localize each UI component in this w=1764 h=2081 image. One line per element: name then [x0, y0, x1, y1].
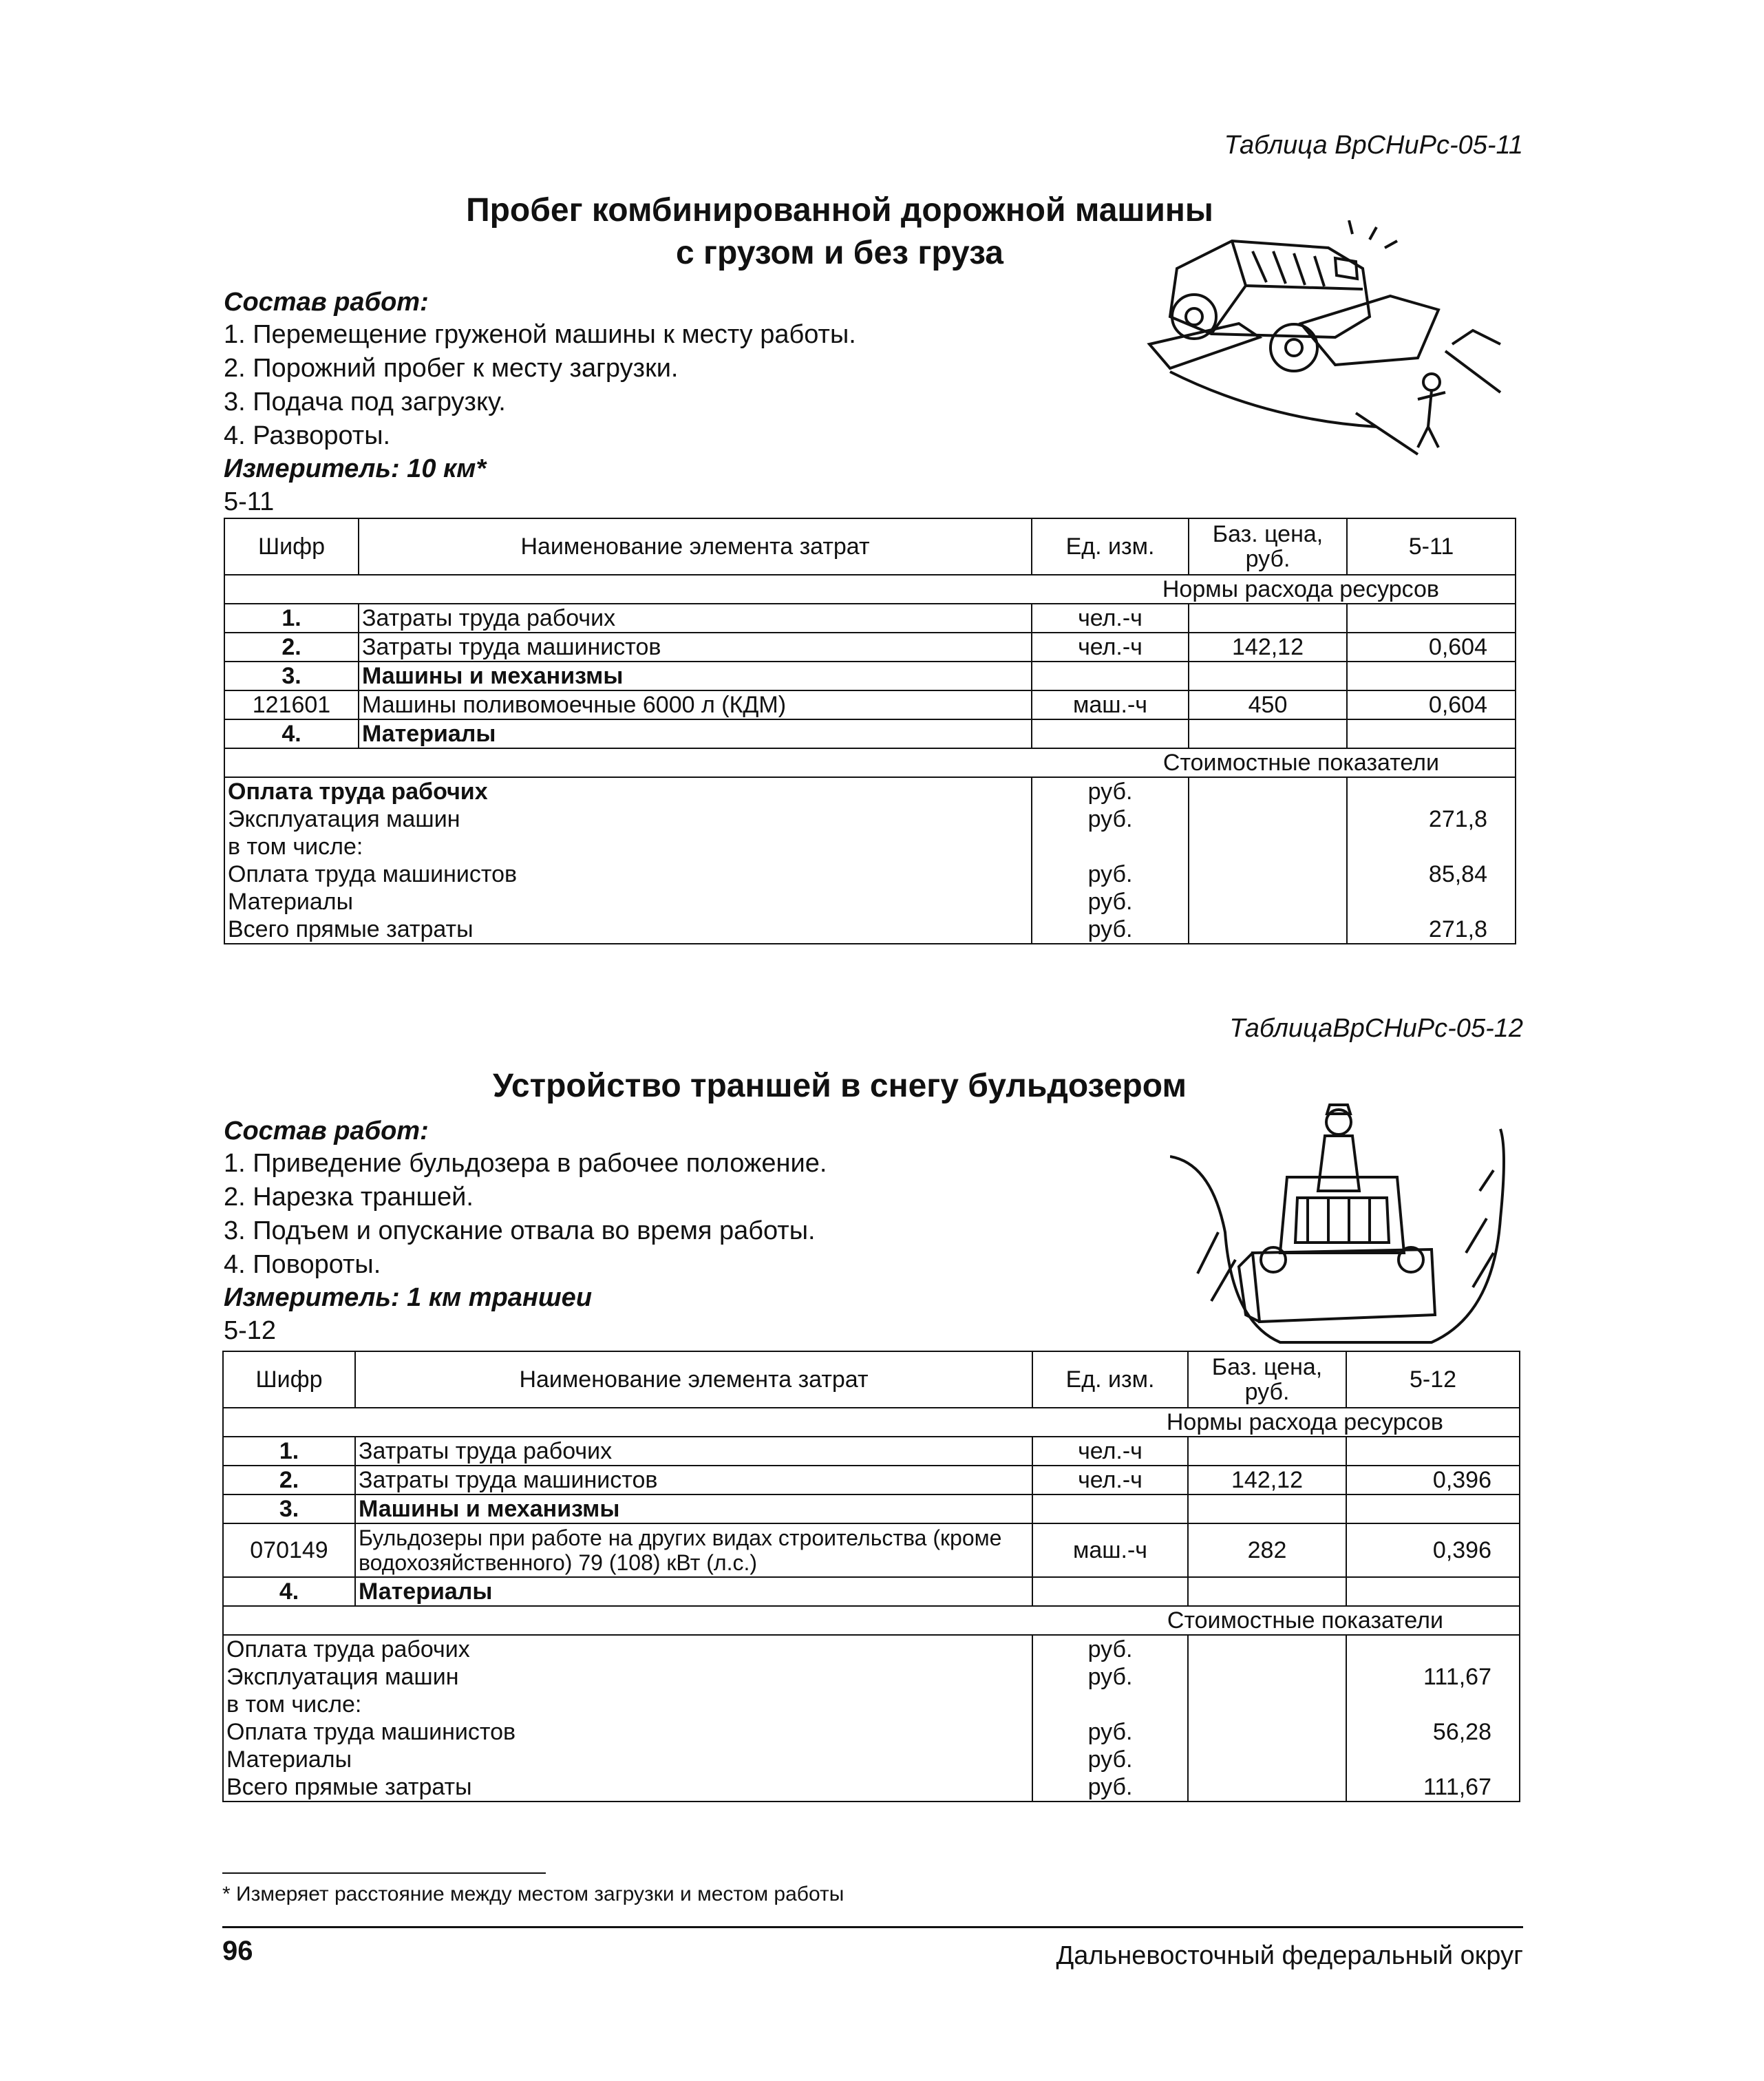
- cost-name: Оплата труда машинистов: [224, 860, 1032, 888]
- header-code: 5-11: [1347, 518, 1516, 575]
- header-base-price: Баз. цена, руб.: [1188, 1351, 1346, 1408]
- cell-value: 0,396: [1346, 1523, 1520, 1577]
- cost-row: [223, 1691, 1520, 1718]
- header-name: Наименование элемента затрат: [355, 1351, 1032, 1408]
- cell-unit: [1032, 719, 1189, 748]
- cost-unit: руб.: [1032, 860, 1189, 888]
- header-unit: Ед. изм.: [1032, 1351, 1188, 1408]
- table-row: [223, 1466, 1520, 1494]
- header-shifr: Шифр: [224, 518, 359, 575]
- cost-unit: руб.: [1032, 1635, 1188, 1663]
- footnote-divider: [222, 1872, 546, 1874]
- cost-row: [223, 1746, 1520, 1773]
- cost-name: Оплата труда рабочих: [224, 777, 1032, 805]
- section1-work-1: 1. Перемещение груженой машины к месту работы.: [224, 320, 856, 349]
- cell-name: Затраты труда рабочих: [359, 604, 1032, 633]
- cell-unit: чел.-ч: [1032, 1437, 1188, 1466]
- cell-value: [1347, 604, 1516, 633]
- cost-value: 56,28: [1346, 1718, 1520, 1746]
- cost-row: [224, 833, 1516, 860]
- cell-unit: [1032, 1577, 1188, 1606]
- table-row: [223, 1577, 1520, 1606]
- region-name: Дальневосточный федеральный округ: [1056, 1941, 1523, 1970]
- cost-value: 271,8: [1347, 805, 1516, 833]
- table-header-row: [223, 1351, 1520, 1408]
- cost-value: [1346, 1691, 1520, 1718]
- cell-unit: чел.-ч: [1032, 604, 1189, 633]
- cell-shifr: 4.: [223, 1577, 355, 1606]
- cost-unit: [1032, 833, 1189, 860]
- cost-row: [223, 1635, 1520, 1663]
- cell-value: 0,396: [1346, 1466, 1520, 1494]
- cell-shifr: 2.: [224, 633, 359, 662]
- footnote: * Измеряет расстояние между местом загрузки и местом работы: [222, 1883, 844, 1905]
- section1-work-2: 2. Порожний пробег к месту загрузки.: [224, 354, 679, 383]
- cost-row: [224, 888, 1516, 916]
- section1-title-line1: Пробег комбинированной дорожной машины: [466, 192, 1213, 229]
- footer-rule: [222, 1926, 1523, 1928]
- cell-price: [1189, 719, 1347, 748]
- cost-label: Стоимостные показатели: [224, 748, 1516, 777]
- section2-work-3: 3. Подъем и опускание отвала во время работы.: [224, 1216, 816, 1245]
- table-header-row: [224, 518, 1516, 575]
- norms-label: Нормы расхода ресурсов: [223, 1408, 1520, 1437]
- cost-name: Эксплуатация машин: [224, 805, 1032, 833]
- section2-work-1: 1. Приведение бульдозера в рабочее положение.: [224, 1149, 827, 1178]
- cost-unit: руб.: [1032, 1718, 1188, 1746]
- cost-name: Эксплуатация машин: [223, 1663, 1032, 1691]
- cost-name: Оплата труда рабочих: [223, 1635, 1032, 1663]
- cost-row: [224, 916, 1516, 944]
- cost-row: [224, 805, 1516, 833]
- section1-sostav-label: Состав работ:: [224, 288, 429, 317]
- cost-unit: руб.: [1032, 916, 1189, 944]
- cost-value: 111,67: [1346, 1663, 1520, 1691]
- cell-shifr: 3.: [224, 662, 359, 690]
- cell-value: [1347, 662, 1516, 690]
- cost-label: Стоимостные показатели: [223, 1606, 1520, 1635]
- section1-table: [224, 518, 1516, 944]
- cost-value: 111,67: [1346, 1773, 1520, 1802]
- cell-unit: маш.-ч: [1032, 1523, 1188, 1577]
- cost-unit: руб.: [1032, 1746, 1188, 1773]
- section2-izmeritel: Измеритель: 1 км траншеи: [224, 1283, 593, 1312]
- table-row: [224, 690, 1516, 719]
- cost-value: [1347, 833, 1516, 860]
- cell-name: Затраты труда машинистов: [359, 633, 1032, 662]
- cost-row: [223, 1663, 1520, 1691]
- cost-name: в том числе:: [224, 833, 1032, 860]
- cost-unit: руб.: [1032, 777, 1189, 805]
- table-row: [224, 604, 1516, 633]
- cell-name: Материалы: [359, 719, 1032, 748]
- table-row: [223, 1494, 1520, 1523]
- cost-unit: руб.: [1032, 1773, 1188, 1802]
- cell-value: [1346, 1437, 1520, 1466]
- cell-price: [1188, 1577, 1346, 1606]
- section1-izmeritel: Измеритель: 10 км*: [224, 454, 487, 483]
- section2-work-4: 4. Повороты.: [224, 1250, 381, 1279]
- cell-shifr: 1.: [224, 604, 359, 633]
- bulldozer-illustration: [1170, 1095, 1528, 1356]
- cell-value: 0,604: [1347, 690, 1516, 719]
- cost-value: 271,8: [1347, 916, 1516, 944]
- cell-unit: [1032, 1494, 1188, 1523]
- cost-name: в том числе:: [223, 1691, 1032, 1718]
- cell-name: Затраты труда рабочих: [355, 1437, 1032, 1466]
- header-code: 5-12: [1346, 1351, 1520, 1408]
- section2-title: Устройство траншей в снегу бульдозером: [493, 1068, 1187, 1104]
- cost-name: Всего прямые затраты: [224, 916, 1032, 944]
- page-number: 96: [222, 1936, 253, 1966]
- cell-price: [1189, 662, 1347, 690]
- cell-unit: маш.-ч: [1032, 690, 1189, 719]
- cell-name: Затраты труда машинистов: [355, 1466, 1032, 1494]
- section2-code: 5-12: [224, 1316, 277, 1345]
- cost-row: [223, 1773, 1520, 1802]
- cost-name: Материалы: [223, 1746, 1032, 1773]
- table-label-05-12: ТаблицаВрСНиРс-05-12: [1229, 1014, 1523, 1043]
- road-machine-illustration: [1129, 220, 1514, 475]
- section2-sostav-label: Состав работ:: [224, 1117, 429, 1145]
- cell-shifr: 2.: [223, 1466, 355, 1494]
- cell-unit: чел.-ч: [1032, 1466, 1188, 1494]
- cell-value: 0,604: [1347, 633, 1516, 662]
- header-unit: Ед. изм.: [1032, 518, 1189, 575]
- cell-shifr: 4.: [224, 719, 359, 748]
- cell-shifr: 070149: [223, 1523, 355, 1577]
- header-name: Наименование элемента затрат: [359, 518, 1032, 575]
- section2-work-2: 2. Нарезка траншей.: [224, 1183, 474, 1212]
- cell-price: 282: [1188, 1523, 1346, 1577]
- cell-value: [1346, 1577, 1520, 1606]
- cell-price: 142,12: [1189, 633, 1347, 662]
- cost-value: [1347, 777, 1516, 805]
- cost-row: [224, 860, 1516, 888]
- table-row: [223, 1437, 1520, 1466]
- section1-title-line2: с грузом и без груза: [675, 235, 1003, 271]
- cost-name: Оплата труда машинистов: [223, 1718, 1032, 1746]
- table-row: [224, 633, 1516, 662]
- section1-code: 5-11: [224, 487, 275, 516]
- cell-price: [1188, 1494, 1346, 1523]
- cell-name: Бульдозеры при работе на других видах строительства (кроме водохозяйственного) 79 (108) кВт (л.с.): [355, 1523, 1032, 1577]
- cost-value: [1347, 888, 1516, 916]
- cell-price: [1188, 1437, 1346, 1466]
- cost-unit: [1032, 1691, 1188, 1718]
- cost-unit: руб.: [1032, 1663, 1188, 1691]
- cell-shifr: 121601: [224, 690, 359, 719]
- cell-price: [1189, 604, 1347, 633]
- cell-value: [1346, 1494, 1520, 1523]
- cost-name: Всего прямые затраты: [223, 1773, 1032, 1802]
- table-row: [224, 719, 1516, 748]
- cell-shifr: 3.: [223, 1494, 355, 1523]
- cell-unit: [1032, 662, 1189, 690]
- table-row: [223, 1523, 1520, 1577]
- cell-name: Машины и механизмы: [359, 662, 1032, 690]
- cost-row: [223, 1718, 1520, 1746]
- table-label-05-11: Таблица ВрСНиРс-05-11: [1224, 131, 1523, 160]
- section1-work-3: 3. Подача под загрузку.: [224, 388, 506, 416]
- header-shifr: Шифр: [223, 1351, 355, 1408]
- cell-shifr: 1.: [223, 1437, 355, 1466]
- cost-value: 85,84: [1347, 860, 1516, 888]
- cell-name: Машины поливомоечные 6000 л (КДМ): [359, 690, 1032, 719]
- cell-price: 450: [1189, 690, 1347, 719]
- cost-row: [224, 777, 1516, 805]
- section2-table: [222, 1351, 1520, 1802]
- cell-name: Машины и механизмы: [355, 1494, 1032, 1523]
- cost-value: [1346, 1635, 1520, 1663]
- cost-unit: руб.: [1032, 805, 1189, 833]
- cost-unit: руб.: [1032, 888, 1189, 916]
- cell-name: Материалы: [355, 1577, 1032, 1606]
- cell-unit: чел.-ч: [1032, 633, 1189, 662]
- cost-value: [1346, 1746, 1520, 1773]
- norms-label: Нормы расхода ресурсов: [224, 575, 1516, 604]
- cost-name: Материалы: [224, 888, 1032, 916]
- header-base-price: Баз. цена, руб.: [1189, 518, 1347, 575]
- section1-work-4: 4. Развороты.: [224, 421, 391, 450]
- cell-value: [1347, 719, 1516, 748]
- cell-price: 142,12: [1188, 1466, 1346, 1494]
- table-row: [224, 662, 1516, 690]
